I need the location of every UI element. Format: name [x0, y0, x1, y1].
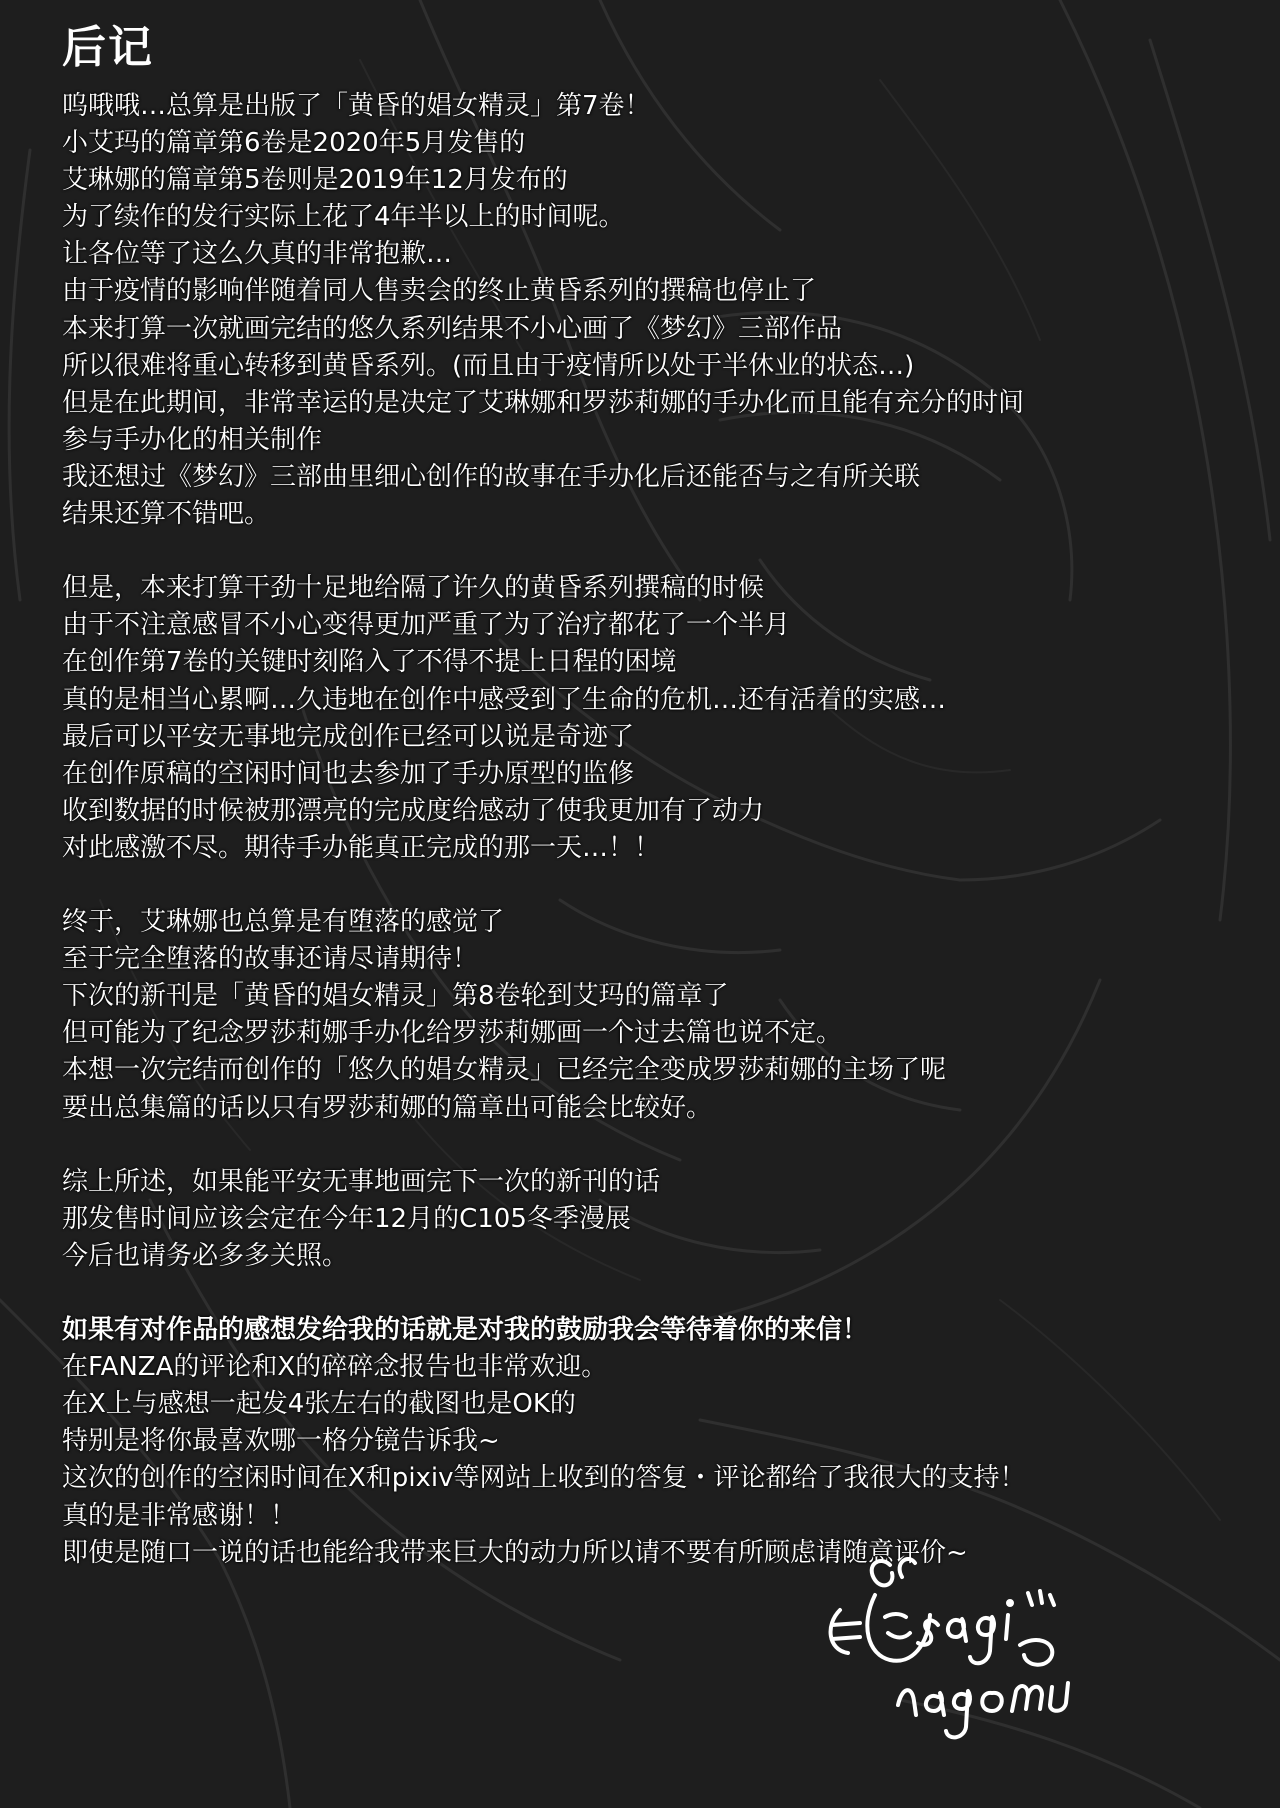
text-line: 由于疫情的影响伴随着同人售卖会的终止黄昏系列的撰稿也停止了: [62, 276, 817, 307]
text-line: 那发售时间应该会定在今年12月的C105冬季漫展: [62, 1203, 631, 1234]
text-line: 呜哦哦…总算是出版了「黄昏的娼女精灵」第7卷！: [62, 91, 651, 121]
text-line: 真的是非常感谢！！: [62, 1500, 297, 1531]
paragraph-gap: [62, 1275, 1242, 1312]
text-line: 在FANZA的评论和X的碎碎念报告也非常欢迎。: [62, 1352, 608, 1383]
text-line: 终于，艾琳娜也总算是有堕落的感觉了: [62, 907, 505, 938]
text-line: 参与手办化的相关制作: [62, 424, 323, 455]
text-line: 真的是相当心累啊…久违地在创作中感受到了生命的危机…还有活着的实感…: [62, 684, 947, 715]
signature-text: usagi nagomu: [820, 1743, 828, 1744]
paragraph-1: [62, 88, 1242, 533]
text-line: 本想一次完结而创作的「悠久的娼女精灵」已经完全变成罗莎莉娜的主场了呢: [62, 1055, 947, 1086]
text-line: 在X上与感想一起发4张左右的截图也是OK的: [62, 1389, 576, 1420]
text-line: 小艾玛的篇章第6卷是2020年5月发售的: [62, 128, 526, 159]
text-line: 本来打算一次就画完结的悠久系列结果不小心画了《梦幻》三部作品: [62, 313, 843, 344]
text-line: 这次的创作的空闲时间在X和pixiv等网站上收到的答复・评论都给了我很大的支持！: [62, 1463, 1026, 1494]
page-title: 后记: [62, 22, 154, 73]
text-line: 在创作第7卷的关键时刻陷入了不得不提上日程的困境: [62, 647, 677, 678]
text-line: 至于完全堕落的故事还请尽请期待！: [62, 944, 479, 975]
author-signature: [820, 1555, 1080, 1745]
text-line: 但是在此期间，非常幸运的是决定了艾琳娜和罗莎莉娜的手办化而且能有充分的时间: [62, 387, 1025, 418]
text-line: 但是，本来打算干劲十足地给隔了许久的黄昏系列撰稿的时候: [62, 573, 765, 604]
text-line: 我还想过《梦幻》三部曲里细心创作的故事在手办化后还能否与之有所关联: [62, 461, 921, 492]
text-line: 由于不注意感冒不小心变得更加严重了为了治疗都花了一个半月: [62, 610, 791, 641]
text-line: 结果还算不错吧。: [62, 499, 271, 530]
text-line: 所以很难将重心转移到黄昏系列。(而且由于疫情所以处于半休业的状态…): [62, 350, 915, 381]
afterword-content: [62, 18, 1242, 1572]
paragraph-2: [62, 570, 1242, 867]
text-line: 要出总集篇的话以只有罗莎莉娜的篇章出可能会比较好。: [62, 1092, 713, 1123]
text-line: 综上所述，如果能平安无事地画完下一次的新刊的话: [62, 1166, 661, 1197]
text-line: 特别是将你最喜欢哪一格分镜告诉我~: [62, 1426, 500, 1457]
text-line: 即使是随口一说的话也能给我带来巨大的动力所以请不要有所顾虑请随意评价~: [62, 1537, 968, 1568]
text-line: 最后可以平安无事地完成创作已经可以说是奇迹了: [62, 721, 635, 752]
text-line: 艾琳娜的篇章第5卷则是2019年12月发布的: [62, 165, 568, 196]
text-line: 收到数据的时候被那漂亮的完成度给感动了使我更加有了动力: [62, 795, 765, 826]
paragraph-4: [62, 1164, 1242, 1275]
closing-paragraph: [62, 1312, 1242, 1572]
highlight-line: 如果有对作品的感想发给我的话就是对我的鼓励我会等待着你的来信！: [62, 1315, 869, 1346]
paragraph-gap: [62, 533, 1242, 570]
text-line: 下次的新刊是「黄昏的娼女精灵」第8卷轮到艾玛的篇章了: [62, 981, 729, 1012]
text-line: 但可能为了纪念罗莎莉娜手办化给罗莎莉娜画一个过去篇也说不定。: [62, 1018, 843, 1049]
text-line: 为了续作的发行实际上花了4年半以上的时间呢。: [62, 202, 625, 233]
text-line: 对此感激不尽。期待手办能真正完成的那一天…！！: [62, 832, 661, 863]
paragraph-gap: [62, 867, 1242, 904]
paragraph-3: [62, 904, 1242, 1127]
paragraph-gap: [62, 1127, 1242, 1164]
text-line: 让各位等了这么久真的非常抱歉…: [62, 239, 453, 270]
text-line: 在创作原稿的空闲时间也去参加了手办原型的监修: [62, 758, 635, 789]
text-line: 今后也请务必多多关照。: [62, 1240, 349, 1271]
